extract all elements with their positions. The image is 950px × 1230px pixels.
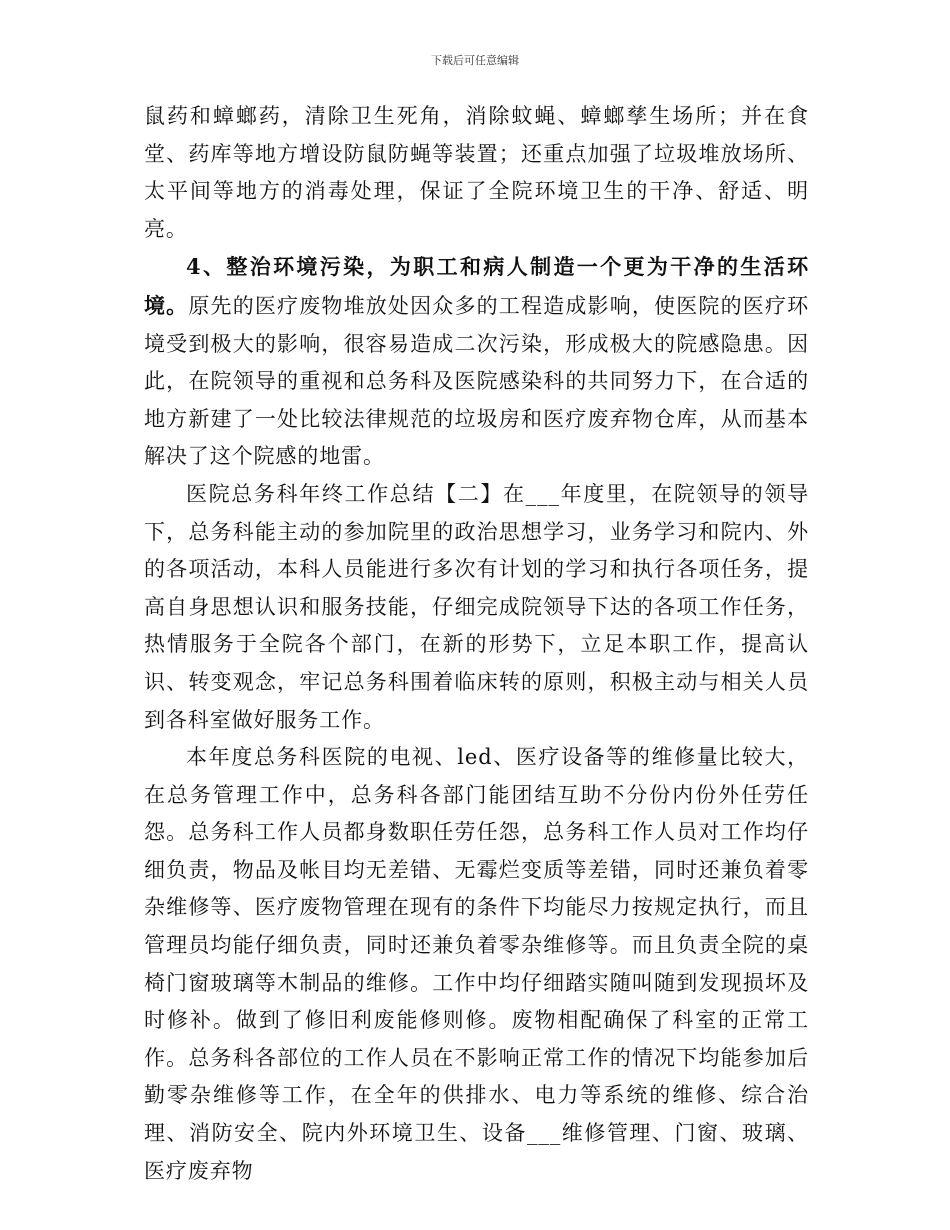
paragraph-pollution-heading: 4、整治环境污染，为职工和病人制造一个更为干净的生活环境。	[144, 254, 809, 318]
paragraph-pollution	[144, 248, 809, 476]
paragraph-pollution-text: 原先的医疗废物堆放处因众多的工程造成影响，使医院的医疗环境受到极大的影响，很容易造成二次污染，形成极大的院感隐患。因此，在院领导的重视和总务科及医院感染科的共同努力下，在合适的地方新建了一处比较法律规范的垃圾房和医疗废弃物仓库，从而基本解决了这个院感的地雷。	[144, 293, 809, 469]
document-body	[144, 98, 809, 1190]
download-note: 下载后可任意编辑	[431, 54, 519, 67]
paragraph-maintenance: 本年度总务科医院的电视、led、医疗设备等的维修量比较大，在总务管理工作中，总务科各部门能团结互助不分份内份外任劳任怨。总务科工作人员都身数职任劳任怨，总务科工作人员对工作均仔细负责，物品及帐目均无差错、无霉烂变质等差错，同时还兼负着零杂维修等、医疗废物管理在现有的条件下均能尽力按规定执行，而且管理员均能仔细负责，同时还兼负着零杂维修等。而且负责全院的桌椅门窗玻璃等木制品的维修。工作中均仔细踏实随叫随到发现损坏及时修补。做到了修旧利废能修则修。废物相配确保了科室的正常工作。总务科各部位的工作人员在不影响正常工作的情况下均能参加后勤零杂维修等工作，在全年的供排水、电力等系统的维修、综合治理、消防安全、院内外环境卫生、设备___维修管理、门窗、玻璃、医疗废弃物	[144, 745, 809, 1183]
paragraph-summary-two: 医院总务科年终工作总结【二】在___年度里，在院领导的领导下，总务科能主动的参加院里的政治思想学习，业务学习和院内、外的各项活动，本科人员能进行多次有计划的学习和执行各项任务，提高自身思想认识和服务技能，仔细完成院领导下达的各项工作任务，热情服务于全院各个部门，在新的形势下，立足本职工作，提高认识、转变观念，牢记总务科围着临床转的原则，积极主动与相关人员到各科室做好服务工作。	[144, 481, 809, 732]
paragraph-hygiene: 鼠药和蟑螂药，清除卫生死角，消除蚊蝇、蟑螂孳生场所；并在食堂、药库等地方增设防鼠防蝇等装置；还重点加强了垃圾堆放场所、太平间等地方的消毒处理，保证了全院环境卫生的干净、舒适、明亮。	[144, 104, 809, 241]
